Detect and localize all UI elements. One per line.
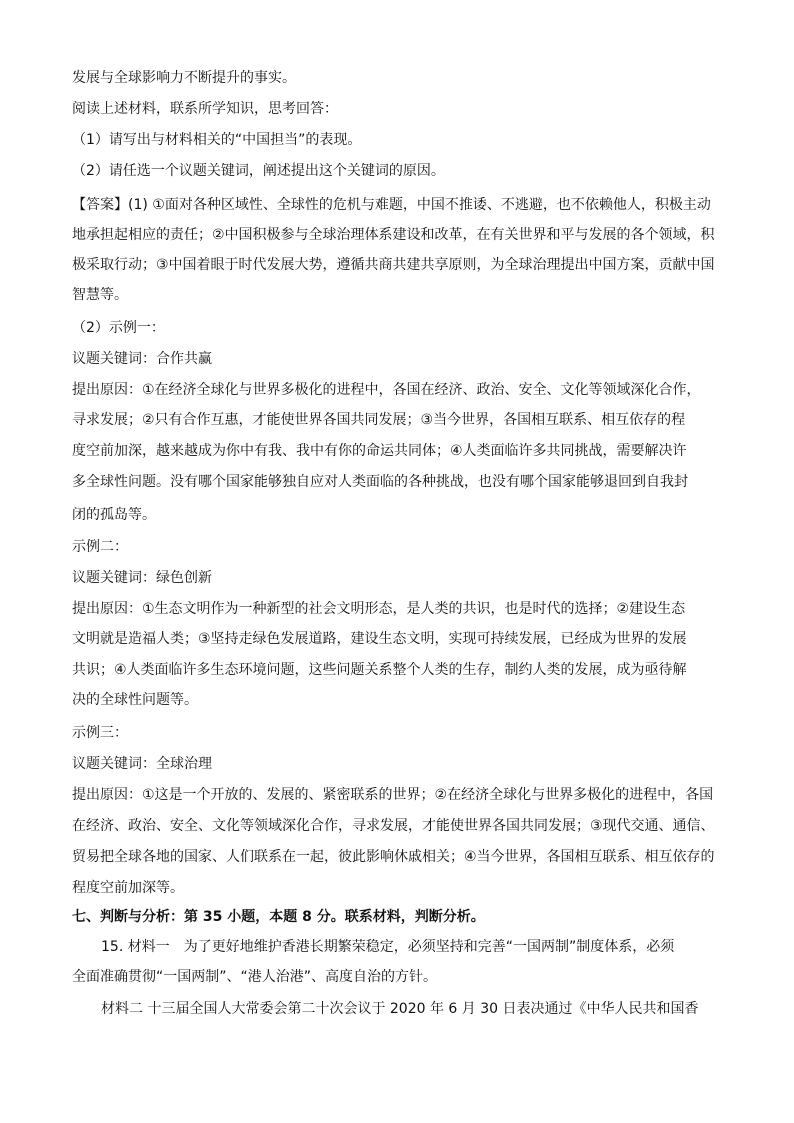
reason-line: 程度空前加深等。	[72, 880, 184, 896]
reason-line: 在经济、政治、安全、文化等领域深化合作，寻求发展，才能使世界各国共同发展；③现代交通、通信、	[72, 818, 715, 834]
material-line: 材料二 十三届全国人大常委会第二十次会议于 2020 年 6 月 30 日表决通过《中华人民共和国香	[101, 1001, 699, 1017]
reason-line: 寻求发展；②只有合作互惠，才能使世界各国共同发展；③当今世界，各国相互联系、相互依存的程	[72, 412, 686, 428]
section-heading: 七、判断与分析：第 35 小题，本题 8 分。联系材料，判断分析。	[72, 909, 485, 925]
question-15: 15. 材料一 为了更好地维护香港长期繁荣稳定，必须坚持和完善“一国两制”制度体系，必须	[101, 939, 675, 955]
answer-line: 地承担起相应的责任；②中国积极参与全球治理体系建设和改革，在有关世界和平与发展的各个领域，积	[72, 227, 715, 243]
reason-line: 决的全球性问题等。	[72, 692, 198, 708]
answer-line: 智慧等。	[72, 287, 128, 303]
example-heading: 示例二：	[72, 539, 128, 555]
text-line: 发展与全球影响力不断提升的事实。	[72, 70, 296, 86]
reason-line: 共识；④人类面临许多生态环境问题，这些问题关系整个人类的生存，制约人类的发展，成为亟待解	[72, 662, 687, 678]
keyword-line: 议题关键词：全球治理	[72, 756, 212, 772]
reason-line: 提出原因：①生态文明作为一种新型的社会文明形态，是人类的共识，也是时代的选择；②建设生态	[72, 601, 686, 617]
question-2: （2）请任选一个议题关键词，阐述提出这个关键词的原因。	[72, 163, 445, 179]
example-heading: （2）示例一：	[72, 320, 165, 336]
reason-line: 闭的孤岛等。	[72, 507, 156, 523]
keyword-line: 议题关键词：绿色创新	[72, 570, 212, 586]
keyword-line: 议题关键词：合作共赢	[72, 351, 212, 367]
reason-line: 度空前加深，越来越成为你中有我、我中有你的命运共同体；④人类面临许多共同挑战，需要解决许	[72, 443, 687, 459]
answer-line: 极采取行动；③中国着眼于时代发展大势，遵循共商共建共享原则，为全球治理提出中国方案，贡献中国	[72, 257, 715, 273]
material-line: 全面准确贯彻“一国两制”、“港人治港”、高度自治的方针。	[72, 969, 438, 985]
answer-line: 【答案】(1) ①面对各种区域性、全球性的危机与难题，中国不推诿、不逃避，也不依赖他人，积极主动	[72, 197, 711, 213]
reason-line: 提出原因：①在经济全球化与世界多极化的进程中，各国在经济、政治、安全、文化等领域深化合作，	[72, 382, 701, 398]
reason-line: 提出原因：①这是一个开放的、发展的、紧密联系的世界；②在经济全球化与世界多极化的进程中，各国	[72, 787, 714, 803]
question-1: （1）请写出与材料相关的“中国担当”的表现。	[72, 132, 362, 148]
reason-line: 多全球性问题。没有哪个国家能够独自应对人类面临的各种挑战，也没有哪个国家能够退回到自我封	[72, 474, 688, 490]
text-line: 阅读上述材料，联系所学知识，思考回答：	[72, 101, 338, 117]
example-heading: 示例三：	[72, 725, 128, 741]
reason-line: 贸易把全球各地的国家、人们联系在一起，彼此影响休戚相关；④当今世界，各国相互联系、相互依存的	[72, 849, 715, 865]
reason-line: 文明就是造福人类；③坚持走绿色发展道路，建设生态文明，实现可持续发展，已经成为世界的发展	[72, 631, 687, 647]
